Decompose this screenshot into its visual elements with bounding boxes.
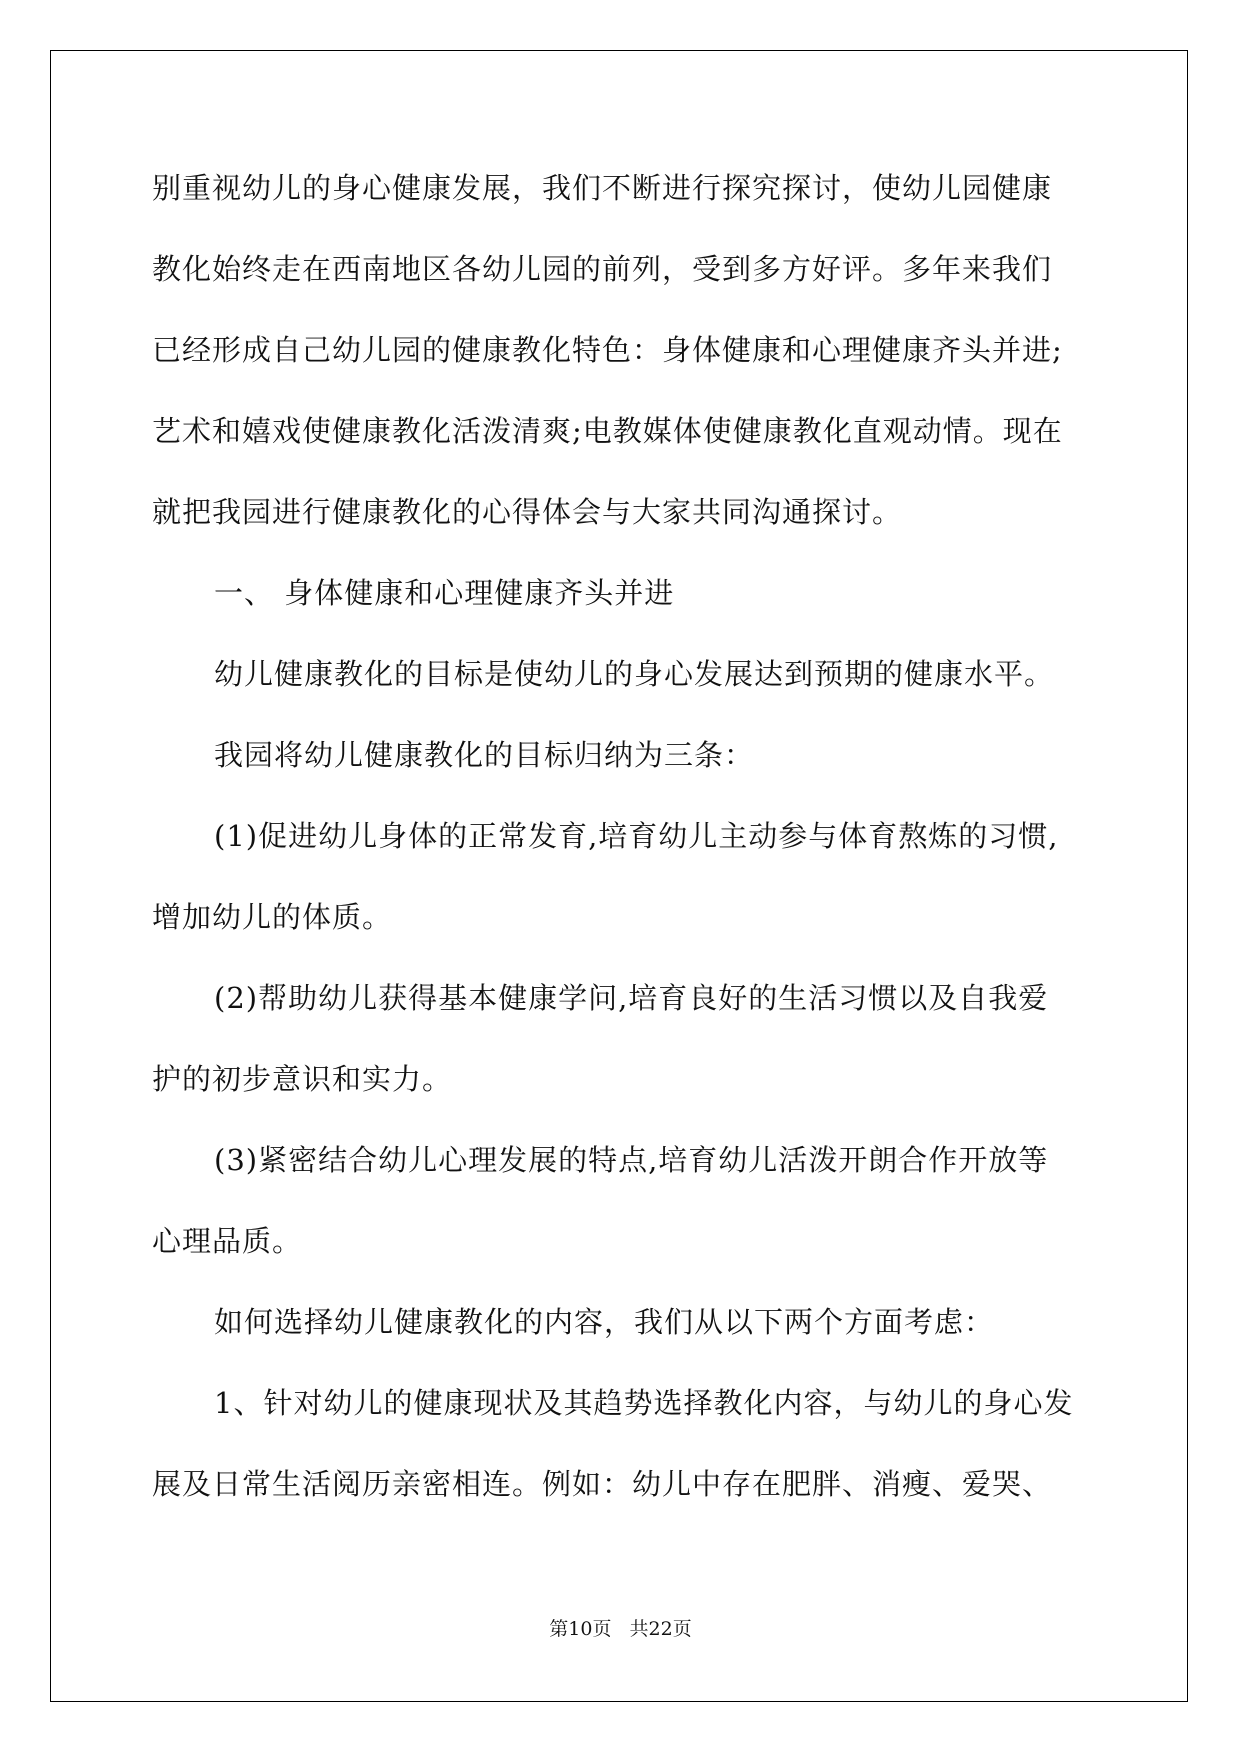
text-line: 如何选择幼儿健康教化的内容，我们从以下两个方面考虑： xyxy=(214,1305,995,1339)
page-number: 第10页 xyxy=(549,1618,612,1640)
text-line: 我园将幼儿健康教化的目标归纳为三条： xyxy=(214,738,755,772)
text-line: 已经形成自己幼儿园的健康教化特色：身体健康和心理健康齐头并进; xyxy=(152,333,1063,367)
page-footer xyxy=(0,1614,1241,1641)
list-item-1: (1)促进幼儿身体的正常发育,培育幼儿主动参与体育熬炼的习惯, xyxy=(214,819,1059,853)
document-body xyxy=(152,160,1092,1537)
list-item-2: (2)帮助幼儿获得基本健康学问,培育良好的生活习惯以及自我爱 xyxy=(214,981,1049,1015)
total-pages: 共22页 xyxy=(629,1618,692,1640)
section-heading: 一、 身体健康和心理健康齐头并进 xyxy=(214,576,675,610)
text-line: 别重视幼儿的身心健康发展，我们不断进行探究探讨，使幼儿园健康 xyxy=(152,171,1053,205)
text-line: 艺术和嬉戏使健康教化活泼清爽;电教媒体使健康教化直观动情。现在 xyxy=(152,414,1063,448)
text-line: 教化始终走在西南地区各幼儿园的前列，受到多方好评。多年来我们 xyxy=(152,252,1053,286)
text-line: 展及日常生活阅历亲密相连。例如：幼儿中存在肥胖、消瘦、爱哭、 xyxy=(152,1467,1053,1501)
text-line: 护的初步意识和实力。 xyxy=(152,1062,453,1096)
text-line: 就把我园进行健康教化的心得体会与大家共同沟通探讨。 xyxy=(152,495,903,529)
text-line: 增加幼儿的体质。 xyxy=(152,900,393,934)
list-item-3: (3)紧密结合幼儿心理发展的特点,培育幼儿活泼开朗合作开放等 xyxy=(214,1143,1049,1177)
text-line: 幼儿健康教化的目标是使幼儿的身心发展达到预期的健康水平。 xyxy=(214,657,1055,691)
text-line: 心理品质。 xyxy=(152,1224,303,1258)
text-line: 1、针对幼儿的健康现状及其趋势选择教化内容，与幼儿的身心发 xyxy=(214,1386,1074,1420)
